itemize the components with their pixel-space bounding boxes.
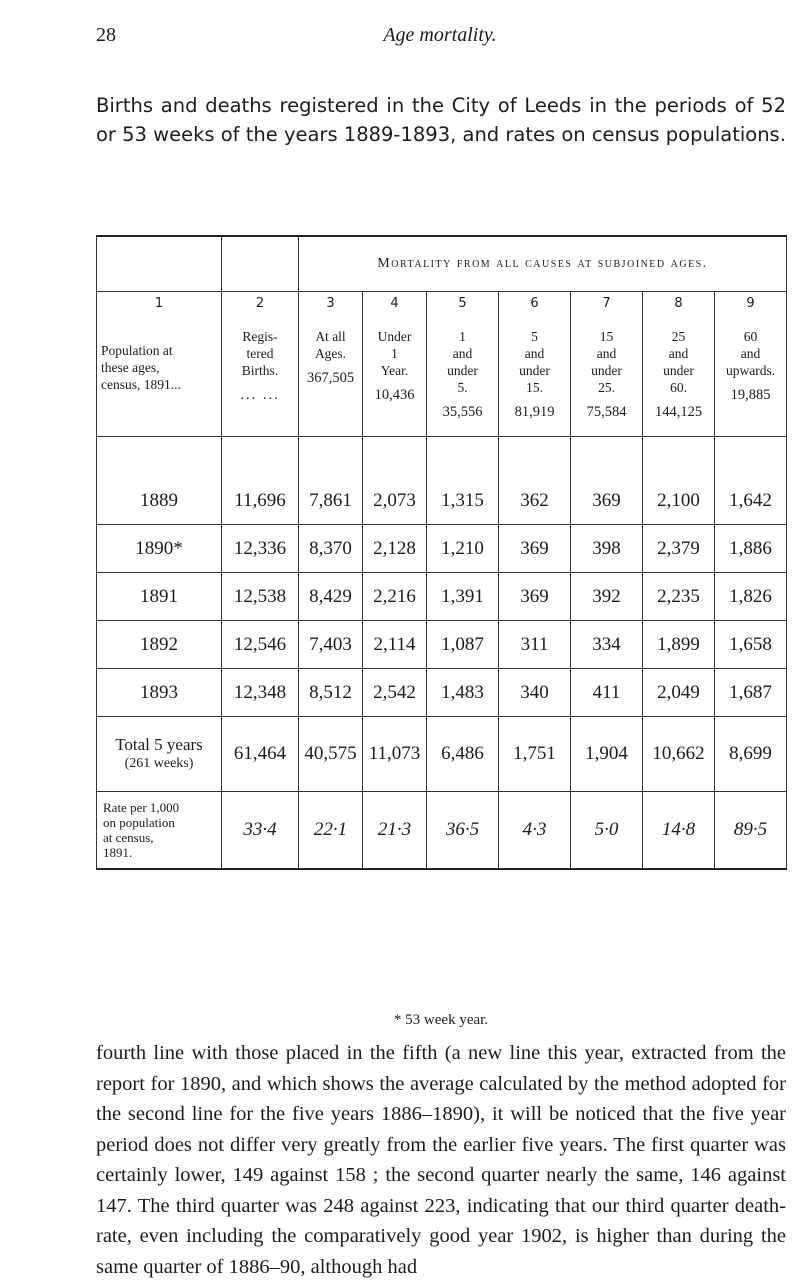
column-header [363,318,427,437]
running-title: Age mortality. [383,24,497,46]
table-cell: 12,348 [222,669,299,717]
table-cell: 362 [499,437,571,525]
year-cell: 1889 [97,437,222,525]
column-number-row [97,292,787,319]
data-rows [97,437,787,717]
table-cell: 2,542 [363,669,427,717]
rate-cell: 5·0 [571,792,643,870]
span-header-row [97,236,787,292]
rate-cell: 14·8 [643,792,715,870]
table-cell: 12,546 [222,621,299,669]
total-cell: 11,073 [363,717,427,792]
total-cell: 10,662 [643,717,715,792]
table-cell: 1,087 [427,621,499,669]
column-header-label: At all Ages. [314,329,347,361]
table-cell: 8,512 [299,669,363,717]
rate-cell: 33·4 [222,792,299,870]
table-cell: 7,861 [299,437,363,525]
table-row [97,437,787,525]
table-cell: 12,336 [222,525,299,573]
total-cell: 8,699 [715,717,787,792]
year-cell: 1890* [97,525,222,573]
table-row [97,525,787,573]
rate-cell: 4·3 [499,792,571,870]
population-value: 144,125 [654,404,703,420]
table-row [97,669,787,717]
column-number: 3 [299,292,363,319]
empty-births-cell [222,236,299,292]
column-header [643,318,715,437]
column-header-label: Under 1 Year. [377,329,412,378]
table-cell: 1,899 [643,621,715,669]
mortality-table [96,235,787,870]
population-value: 35,556 [442,404,483,420]
table-cell: 7,403 [299,621,363,669]
column-number: 4 [363,292,427,319]
table-cell: 1,886 [715,525,787,573]
column-header [299,318,363,437]
column-number: 6 [499,292,571,319]
column-header [571,318,643,437]
table-cell: 1,391 [427,573,499,621]
population-label: Population at these ages, census, 1891... [101,343,181,392]
column-number: 1 [97,292,222,319]
column-header-label: 5 and under 15. [519,329,550,395]
total-cell: 6,486 [427,717,499,792]
footnote: * 53 week year. [393,1012,489,1028]
column-number: 8 [643,292,715,319]
rate-cell: 36·5 [427,792,499,870]
table-cell: 2,128 [363,525,427,573]
column-header-label: 25 and under 60. [663,329,694,395]
column-header [222,318,299,437]
table-cell: 1,315 [427,437,499,525]
table-cell: 398 [571,525,643,573]
table-row [97,573,787,621]
total-label [97,717,222,792]
table-cell: 2,216 [363,573,427,621]
table-cell: 2,235 [643,573,715,621]
table-cell: 1,826 [715,573,787,621]
table-title: Births and deaths registered in the City of Leeds in the periods of 52 or 53 weeks of the years 1889-1893, and rates on census populations. [96,94,786,146]
total-sub-label: (261 weeks) [124,756,194,771]
column-number: 2 [222,292,299,319]
column-header [427,318,499,437]
table-row [97,621,787,669]
column-header-label: 15 and under 25. [591,329,622,395]
total-cell: 1,751 [499,717,571,792]
rate-cell: 21·3 [363,792,427,870]
table-cell: 1,483 [427,669,499,717]
table-cell: 12,538 [222,573,299,621]
rate-cell: 22·1 [299,792,363,870]
population-value: 19,885 [730,387,771,403]
table-cell: 369 [499,573,571,621]
table-cell: 2,114 [363,621,427,669]
total-label-text: Total 5 years [115,735,203,754]
table-cell: 1,642 [715,437,787,525]
table-cell: 2,379 [643,525,715,573]
table-cell: 1,210 [427,525,499,573]
page-number: 28 [96,24,116,46]
total-row [97,717,787,792]
population-dots: ... ... [240,387,280,403]
rate-label: Rate per 1,000 on population at census, 1891. [97,792,222,870]
table-cell: 369 [499,525,571,573]
table-cell: 1,687 [715,669,787,717]
rate-cell: 89·5 [715,792,787,870]
population-value: 367,505 [306,370,355,386]
table-cell: 392 [571,573,643,621]
population-value: 81,919 [514,404,555,420]
total-cell: 61,464 [222,717,299,792]
table-cell: 2,100 [643,437,715,525]
column-header-label: 60 and upwards. [725,329,776,378]
column-number: 5 [427,292,499,319]
table-cell: 8,429 [299,573,363,621]
table-cell: 2,049 [643,669,715,717]
rate-row [97,792,787,870]
table-cell: 311 [499,621,571,669]
total-cell: 1,904 [571,717,643,792]
table-cell: 340 [499,669,571,717]
column-number: 7 [571,292,643,319]
running-head [96,20,784,50]
table-cell: 369 [571,437,643,525]
empty-corner-cell [97,236,222,292]
year-cell: 1891 [97,573,222,621]
year-cell: 1893 [97,669,222,717]
table-cell: 411 [571,669,643,717]
table-cell: 11,696 [222,437,299,525]
body-text: fourth line with those placed in the fifth (a new line this year, extracted from the report for 1890, and which shows the average calculated by the method adopted for the second line for the five years 1886–1890), it will be noticed that the five year period does not differ very greatly from the earlier five years. The first quarter was certainly lower, 149 against 158 ; the second quarter nearly the same, 146 against 147. The third quarter was 248 against 223, indicating that our third quarter death-rate, even including the comparatively good year 1902, is higher than during the same quarter of 1886–90, although had [96,1042,786,1278]
column-header [97,318,222,437]
year-cell: 1892 [97,621,222,669]
table-cell: 8,370 [299,525,363,573]
population-value: 10,436 [374,387,415,403]
total-cell: 40,575 [299,717,363,792]
span-header: Mortality from all causes at subjoined ages. [299,236,787,292]
column-header-label: Regis- tered Births. [241,329,279,378]
table-cell: 1,658 [715,621,787,669]
table-cell: 334 [571,621,643,669]
column-header-label: 1 and under 5. [447,329,478,395]
column-header-row [97,318,787,437]
population-value: 75,584 [586,404,627,420]
table-cell: 2,073 [363,437,427,525]
column-number: 9 [715,292,787,319]
column-header [499,318,571,437]
column-header [715,318,787,437]
